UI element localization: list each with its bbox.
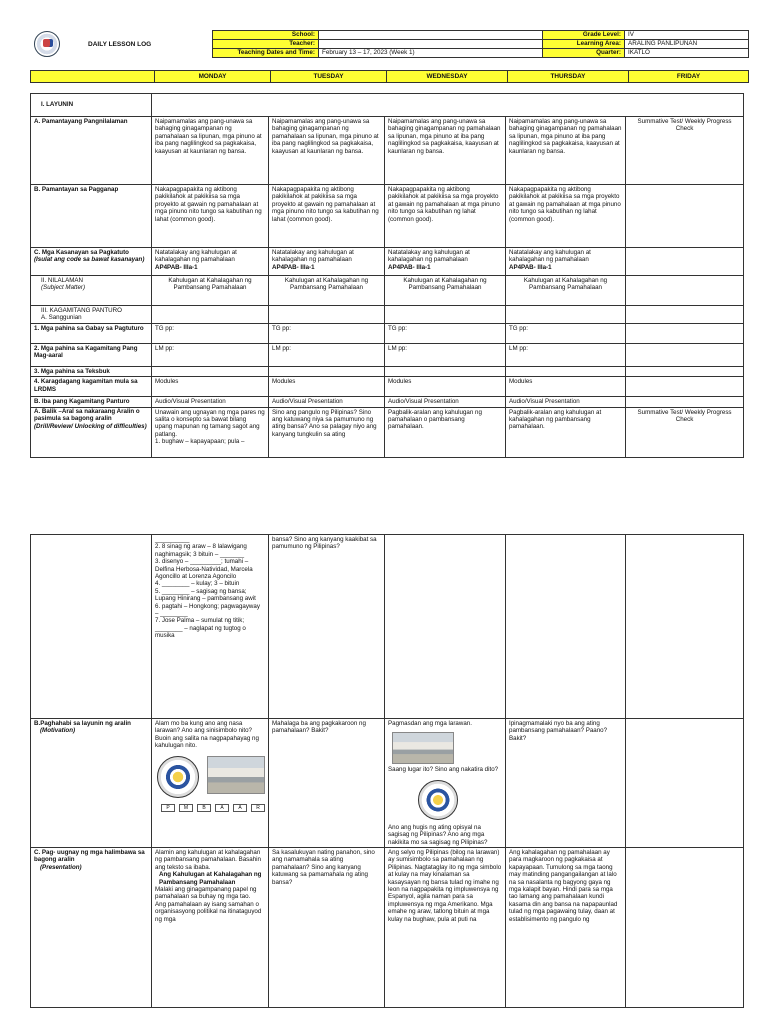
cont-mon-line: 2. 8 sinag ng araw – 8 lalawigang naghimagsik; 3 bituin – _______: [155, 543, 247, 558]
letter-box: A: [215, 804, 229, 812]
pagganap-label: B. Pamantayan sa Pagganap: [31, 185, 152, 248]
kasanayan-tue: [269, 248, 385, 276]
letter-box: R: [251, 804, 265, 812]
balik-aral-label-cell: [31, 407, 152, 457]
cont-label: [31, 535, 152, 719]
day-thursday: THURSDAY: [508, 71, 629, 83]
pamantayan-thu: Naipamamalas ang pang-unawa sa bahaging ginagampanan ng pamahalaan sa lipunan, mga pinuno at iba pang naglilingkod sa pagkakaisa, kaayusan at kaunlaran ng bansa.: [506, 117, 626, 185]
cont-tue: bansa? Sino ang kanyang kaakibat sa pamumuno ng Pilipinas?: [269, 535, 385, 719]
gabay-tue: TG pp:: [269, 323, 385, 343]
malacanang-image: [392, 732, 454, 764]
iba-mon: Audio/Visual Presentation: [152, 397, 269, 407]
presentation-mon-text3: Ang pamahalaan ay isang samahan o organisasyong politikal na itinataguyod ng mga: [155, 900, 262, 923]
cont-mon-line: 5. ________ – sagisag ng bansa; Lupang Hinirang – pambansang awit: [155, 587, 256, 603]
teksbuk-label: 3. Mga pahina sa Teksbuk: [31, 366, 152, 376]
dates-value: February 13 – 17, 2023 (Week 1): [319, 49, 543, 58]
days-header: [30, 70, 749, 83]
kasanayan-text: Natatalakay ang kahulugan at kahalagahan ng pamahalaan: [388, 249, 470, 264]
presentation-label: C. Pag- uugnay ng mga halimbawa sa bagong aralin: [34, 849, 145, 864]
motivation-mon: [152, 719, 269, 848]
days-blank: [31, 71, 155, 83]
kasanayan-code: AP4PAB- IIIa-1: [509, 263, 552, 271]
cont-mon: [152, 535, 269, 719]
lm-mon: LM pp:: [152, 343, 269, 366]
header-table: [212, 30, 749, 58]
presentation-mon-heading: Ang Kahulugan at Kahalagahan ng Pambansang Pamahalaan: [159, 871, 262, 886]
motivation-wed-text2: Saang lugar ito? Sino ang nakatira dito?: [388, 766, 499, 774]
philippine-seal-image: [418, 780, 458, 820]
lm-wed: LM pp:: [385, 343, 506, 366]
motivation-wed: [385, 719, 506, 848]
nilalaman-tue: Kahulugan at Kahalagahan ng Pambansang Pamahalaan: [269, 276, 385, 306]
iba-label: B. Iba pang Kagamitang Panturo: [31, 397, 152, 407]
nilalaman-sub: (Subject Matter): [41, 284, 86, 292]
kasanayan-code: AP4PAB- IIIa-1: [272, 263, 315, 271]
quarter-value: IKATLO: [625, 49, 749, 58]
iba-tue: Audio/Visual Presentation: [269, 397, 385, 407]
motivation-thu: Ipinagmamalaki nyo ba ang ating pambansang pamahalaan? Paano? Bakit?: [506, 719, 626, 848]
teacher-label: Teacher:: [213, 40, 319, 49]
area-value: ARALING PANLIPUNAN: [625, 40, 749, 49]
pagganap-thu: Nakapagpapakita ng aktibong pakikilahok at pakikiisa sa mga proyekto at gawain ng pamahalaan at mga pinuno nito tungo sa kabutihan ng lahat (common good).: [506, 185, 626, 248]
presentation-label-cell: [31, 848, 152, 1008]
kasanayan-label-cell: [31, 248, 152, 276]
nilalaman-thu: Kahulugan at Kahalagahan ng Pambansang Pamahalaan: [506, 276, 626, 306]
letter-box: P: [161, 804, 175, 812]
nilalaman-heading: II. NILALAMAN: [41, 277, 83, 284]
kasanayan-thu: [506, 248, 626, 276]
gabay-mon: TG pp:: [152, 323, 269, 343]
kagamitan-mon: [152, 306, 269, 324]
balik-aral-wed: Pagbalik-aralan ang kahulugan ng pamahalaan o pambansang pamahalaan.: [385, 407, 506, 457]
iba-fri: [626, 397, 744, 407]
nilalaman-fri: [626, 276, 744, 306]
pagganap-fri: [626, 185, 744, 248]
lesson-table-page1: [30, 93, 744, 458]
pagganap-tue: Nakapagpapakita ng aktibong pakikilahok at pakikiisa sa mga proyekto at gawain ng pamahalaan at mga pinuno nito tungo sa kabutihan ng lahat (common good).: [269, 185, 385, 248]
kagamitan-heading: III. KAGAMITANG PANTURO: [41, 307, 122, 314]
kagamitan-tue: [269, 306, 385, 324]
pamantayan-wed: Naipamamalas ang pang-unawa sa bahaging ginagampanan ng pamahalaan sa lipunan, mga pinuno at iba pang naglilingkod sa pagkakaisa, kaayusan at kaunlaran ng bansa.: [385, 117, 506, 185]
nilalaman-label-cell: [31, 276, 152, 306]
lrdms-tue: Modules: [269, 377, 385, 397]
lm-label: 2. Mga pahina sa Kagamitang Pang Mag-aaral: [31, 343, 152, 366]
quarter-label: Quarter:: [543, 49, 625, 58]
iba-wed: Audio/Visual Presentation: [385, 397, 506, 407]
malacanang-image: [207, 756, 265, 794]
balik-aral-mon-text: Unawain ang ugnayan ng mga pares ng salita o konsepto sa bawat bilang upang mapunan ng tamang sagot ang patlang.: [155, 408, 265, 438]
balik-aral-sub: (Drill/Review/ Unlocking of difficulties): [34, 422, 147, 430]
day-friday: FRIDAY: [629, 71, 749, 83]
school-value: [319, 31, 543, 40]
balik-aral-mon-item1: 1. bughaw – kapayapaan; pula –: [155, 438, 245, 446]
cont-thu: [506, 535, 626, 719]
presentation-fri: [626, 848, 744, 1008]
kasanayan-text: Natatalakay ang kahulugan at kahalagahan ng pamahalaan: [272, 249, 354, 264]
lm-tue: LM pp:: [269, 343, 385, 366]
kasanayan-wed: [385, 248, 506, 276]
kagamitan-wed: [385, 306, 506, 324]
philippine-seal-image: [157, 756, 199, 798]
motivation-wed-text3: Ano ang hugis ng ating opisyal na sagisag ng Pilipinas? Ano ang mga nakikita mo sa sagisag ng Pilipinas?: [388, 823, 488, 846]
gabay-fri: [626, 323, 744, 343]
balik-aral-fri: Summative Test/ Weekly Progress Check: [626, 407, 744, 457]
letter-boxes: [161, 804, 265, 812]
kasanayan-text: Natatalakay ang kahulugan at kahalagahan ng pamahalaan: [509, 249, 591, 264]
motivation-label-cell: [31, 719, 152, 848]
pamantayan-fri: Summative Test/ Weekly Progress Check: [626, 117, 744, 185]
lrdms-fri: [626, 377, 744, 397]
balik-aral-thu: Pagbalik-aralan ang kahulugan at kahalagahan ng pambansang pamahalaan.: [506, 407, 626, 457]
teksbuk-tue: [269, 366, 385, 376]
lesson-table-page2: [30, 534, 744, 1008]
presentation-mon-text1: Alamin ang kahulugan at kahalagahan ng pambansang pamahalaan. Basahin ang teksto sa ibaba.: [155, 849, 261, 871]
teksbuk-wed: [385, 366, 506, 376]
presentation-thu: Ang kahalagahan ng pamahalaan ay para magkaroon ng pagkakaisa at kapayapaan. Tumulong sa mga taong may matinding pangangailangan at lalo na sa nasalanta ng bagyong gaya ng mga kalapit bayan. Hindi para sa mga tao lamang ang pamahalaan kundi kasama din ang bansa na napapaunlad tulad ng mga pagawaing tulay, daan at establisimento ng pangulo ng: [506, 848, 626, 1008]
cont-mon-line: 4. ________ – kulay; 3 – bituin: [155, 580, 240, 588]
motivation-tue: Mahalaga ba ang pagkakaroon ng pamahalaan? Bakit?: [269, 719, 385, 848]
teksbuk-fri: [626, 366, 744, 376]
layunin-heading: I. LAYUNIN: [31, 94, 152, 117]
school-label: School:: [213, 31, 319, 40]
cont-mon-line: __________: [155, 536, 190, 543]
grade-value: IV: [625, 31, 749, 40]
motivation-label: B.Paghahabi sa layunin ng aralin: [34, 720, 131, 727]
motivation-mon-images: [157, 756, 265, 798]
motivation-fri: [626, 719, 744, 848]
kasanayan-sub: (Isulat ang code sa bawat kasanayan): [34, 256, 145, 264]
presentation-wed: Ang selyo ng Pilipinas (bilog na larawan) ay sumisimbolo sa pamahalaan ng Pilipinas. Nagtataglay ito ng mga simbolo at kulay na may kinalaman sa kasaysayan ng bansa tulad ng imahe ng leon na nagpapakita ng impluwensya ng Espanyol, agila naman para sa impluwensya ng mga Amerikano. Mga emahe ng araw, tatlong bituin at mga kulay na bughaw, pula at puti na: [385, 848, 506, 1008]
kasanayan-mon: [152, 248, 269, 276]
teksbuk-thu: [506, 366, 626, 376]
doc-title: DAILY LESSON LOG: [88, 41, 152, 48]
kasanayan-fri: [626, 248, 744, 276]
letter-box: A: [233, 804, 247, 812]
kagamitan-label-cell: [31, 306, 152, 324]
dates-label: Teaching Dates and Time:: [213, 49, 319, 58]
motivation-sub: (Motivation): [40, 727, 76, 735]
kasanayan-code: AP4PAB- IIIa-1: [388, 263, 431, 271]
lrdms-thu: Modules: [506, 377, 626, 397]
kasanayan-label: C. Mga Kasanayan sa Pagkatuto: [34, 249, 129, 256]
lm-fri: [626, 343, 744, 366]
kagamitan-fri: [626, 306, 744, 324]
lrdms-mon: Modules: [152, 377, 269, 397]
grade-label: Grade Level:: [543, 31, 625, 40]
lm-thu: LM pp:: [506, 343, 626, 366]
cont-mon-line: 6. pagtahi – Hongkong; pagwagayway – ________: [155, 602, 260, 618]
pamantayan-tue: Naipamamalas ang pang-unawa sa bahaging ginagampanan ng pamahalaan sa lipunan, mga pinuno at iba pang naglilingkod sa pagkakaisa, kaayusan at kaunlaran ng bansa.: [269, 117, 385, 185]
deped-seal-icon: [34, 31, 60, 57]
presentation-tue: Sa kasalukuyan nating panahon, sino ang namamahala sa ating pamahalaan? Sino ang kanyang katuwang sa pamamahala ng ating bansa?: [269, 848, 385, 1008]
presentation-mon: [152, 848, 269, 1008]
pagganap-wed: Nakapagpapakita ng aktibong pakikilahok at pakikiisa sa mga proyekto at gawain ng pamahalaan at mga pinuno nito tungo sa kabutihan ng lahat (common good).: [385, 185, 506, 248]
pamantayan-label: A. Pamantayang Pangnilalaman: [31, 117, 152, 185]
nilalaman-wed: Kahulugan at Kahalagahan ng Pambansang Pamahalaan: [385, 276, 506, 306]
sanggunian-heading: A. Sanggunian: [41, 314, 82, 322]
kagamitan-thu: [506, 306, 626, 324]
motivation-mon-text: Alam mo ba kung ano ang nasa larawan? Ano ang sinisimbolo nito? Buoin ang salita na nagpapahayag ng kahulugan nito.: [155, 720, 259, 750]
day-tuesday: TUESDAY: [271, 71, 387, 83]
kasanayan-code: AP4PAB- IIIa-1: [155, 263, 198, 271]
pamantayan-mon: Naipamamalas ang pang-unawa sa bahaging ginagampanan ng pamahalaan sa lipunan, mga pinuno at iba pang naglilingkod sa pagkakaisa, kaayusan at kaunlaran ng bansa.: [152, 117, 269, 185]
pagganap-mon: Nakapagpapakita ng aktibong pakikilahok at pakikiisa sa mga proyekto at gawain ng pamahalaan at mga pinuno nito tungo sa kabutihan ng lahat (common good).: [152, 185, 269, 248]
cont-fri: [626, 535, 744, 719]
layunin-blank: [152, 94, 744, 117]
motivation-wed-text1: Pagmasdan ang mga larawan.: [388, 720, 472, 727]
cont-mon-line: 3. disenyo – _________; tumahi – Delfina Herbosa-Natividad, Marcela Agoncillo at Lorenza Agoncilo: [155, 558, 253, 581]
balik-aral-tue: Sino ang pangulo ng Pilipinas? Sino ang katuwang niya sa pamumuno ng ating bansa? Ano sa palagay niyo ang kanyang tungkulin sa ating: [269, 407, 385, 457]
teksbuk-mon: [152, 366, 269, 376]
lrdms-label: 4. Karagdagang kagamitan mula sa LRDMS: [31, 377, 152, 397]
balik-aral-mon: [152, 407, 269, 457]
cont-mon-line: 7. Jose Palma – sumulat ng titik; ________ – naglapat ng tugtog o musika: [155, 617, 246, 640]
letter-box: B: [197, 804, 211, 812]
gabay-wed: TG pp:: [385, 323, 506, 343]
cont-wed: [385, 535, 506, 719]
presentation-sub: (Presentation): [40, 863, 82, 871]
balik-aral-label: A. Balik –Aral sa nakaraang Aralin o pasimula sa bagong aralin: [34, 408, 140, 423]
iba-thu: Audio/Visual Presentation: [506, 397, 626, 407]
nilalaman-mon: Kahulugan at Kahalagahan ng Pambansang Pamahalaan: [152, 276, 269, 306]
letter-box: M: [179, 804, 193, 812]
day-monday: MONDAY: [155, 71, 271, 83]
kasanayan-text: Natatalakay ang kahulugan at kahalagahan ng pamahalaan: [155, 249, 237, 264]
teacher-value: [319, 40, 543, 49]
gabay-label: 1. Mga pahina sa Gabay sa Pagtuturo: [31, 323, 152, 343]
area-label: Learning Area:: [543, 40, 625, 49]
lrdms-wed: Modules: [385, 377, 506, 397]
presentation-mon-text2: Malaki ang ginagampanang papel ng pamahalaan sa buhay ng mga tao.: [155, 886, 257, 901]
day-wednesday: WEDNESDAY: [387, 71, 508, 83]
gabay-thu: TG pp:: [506, 323, 626, 343]
